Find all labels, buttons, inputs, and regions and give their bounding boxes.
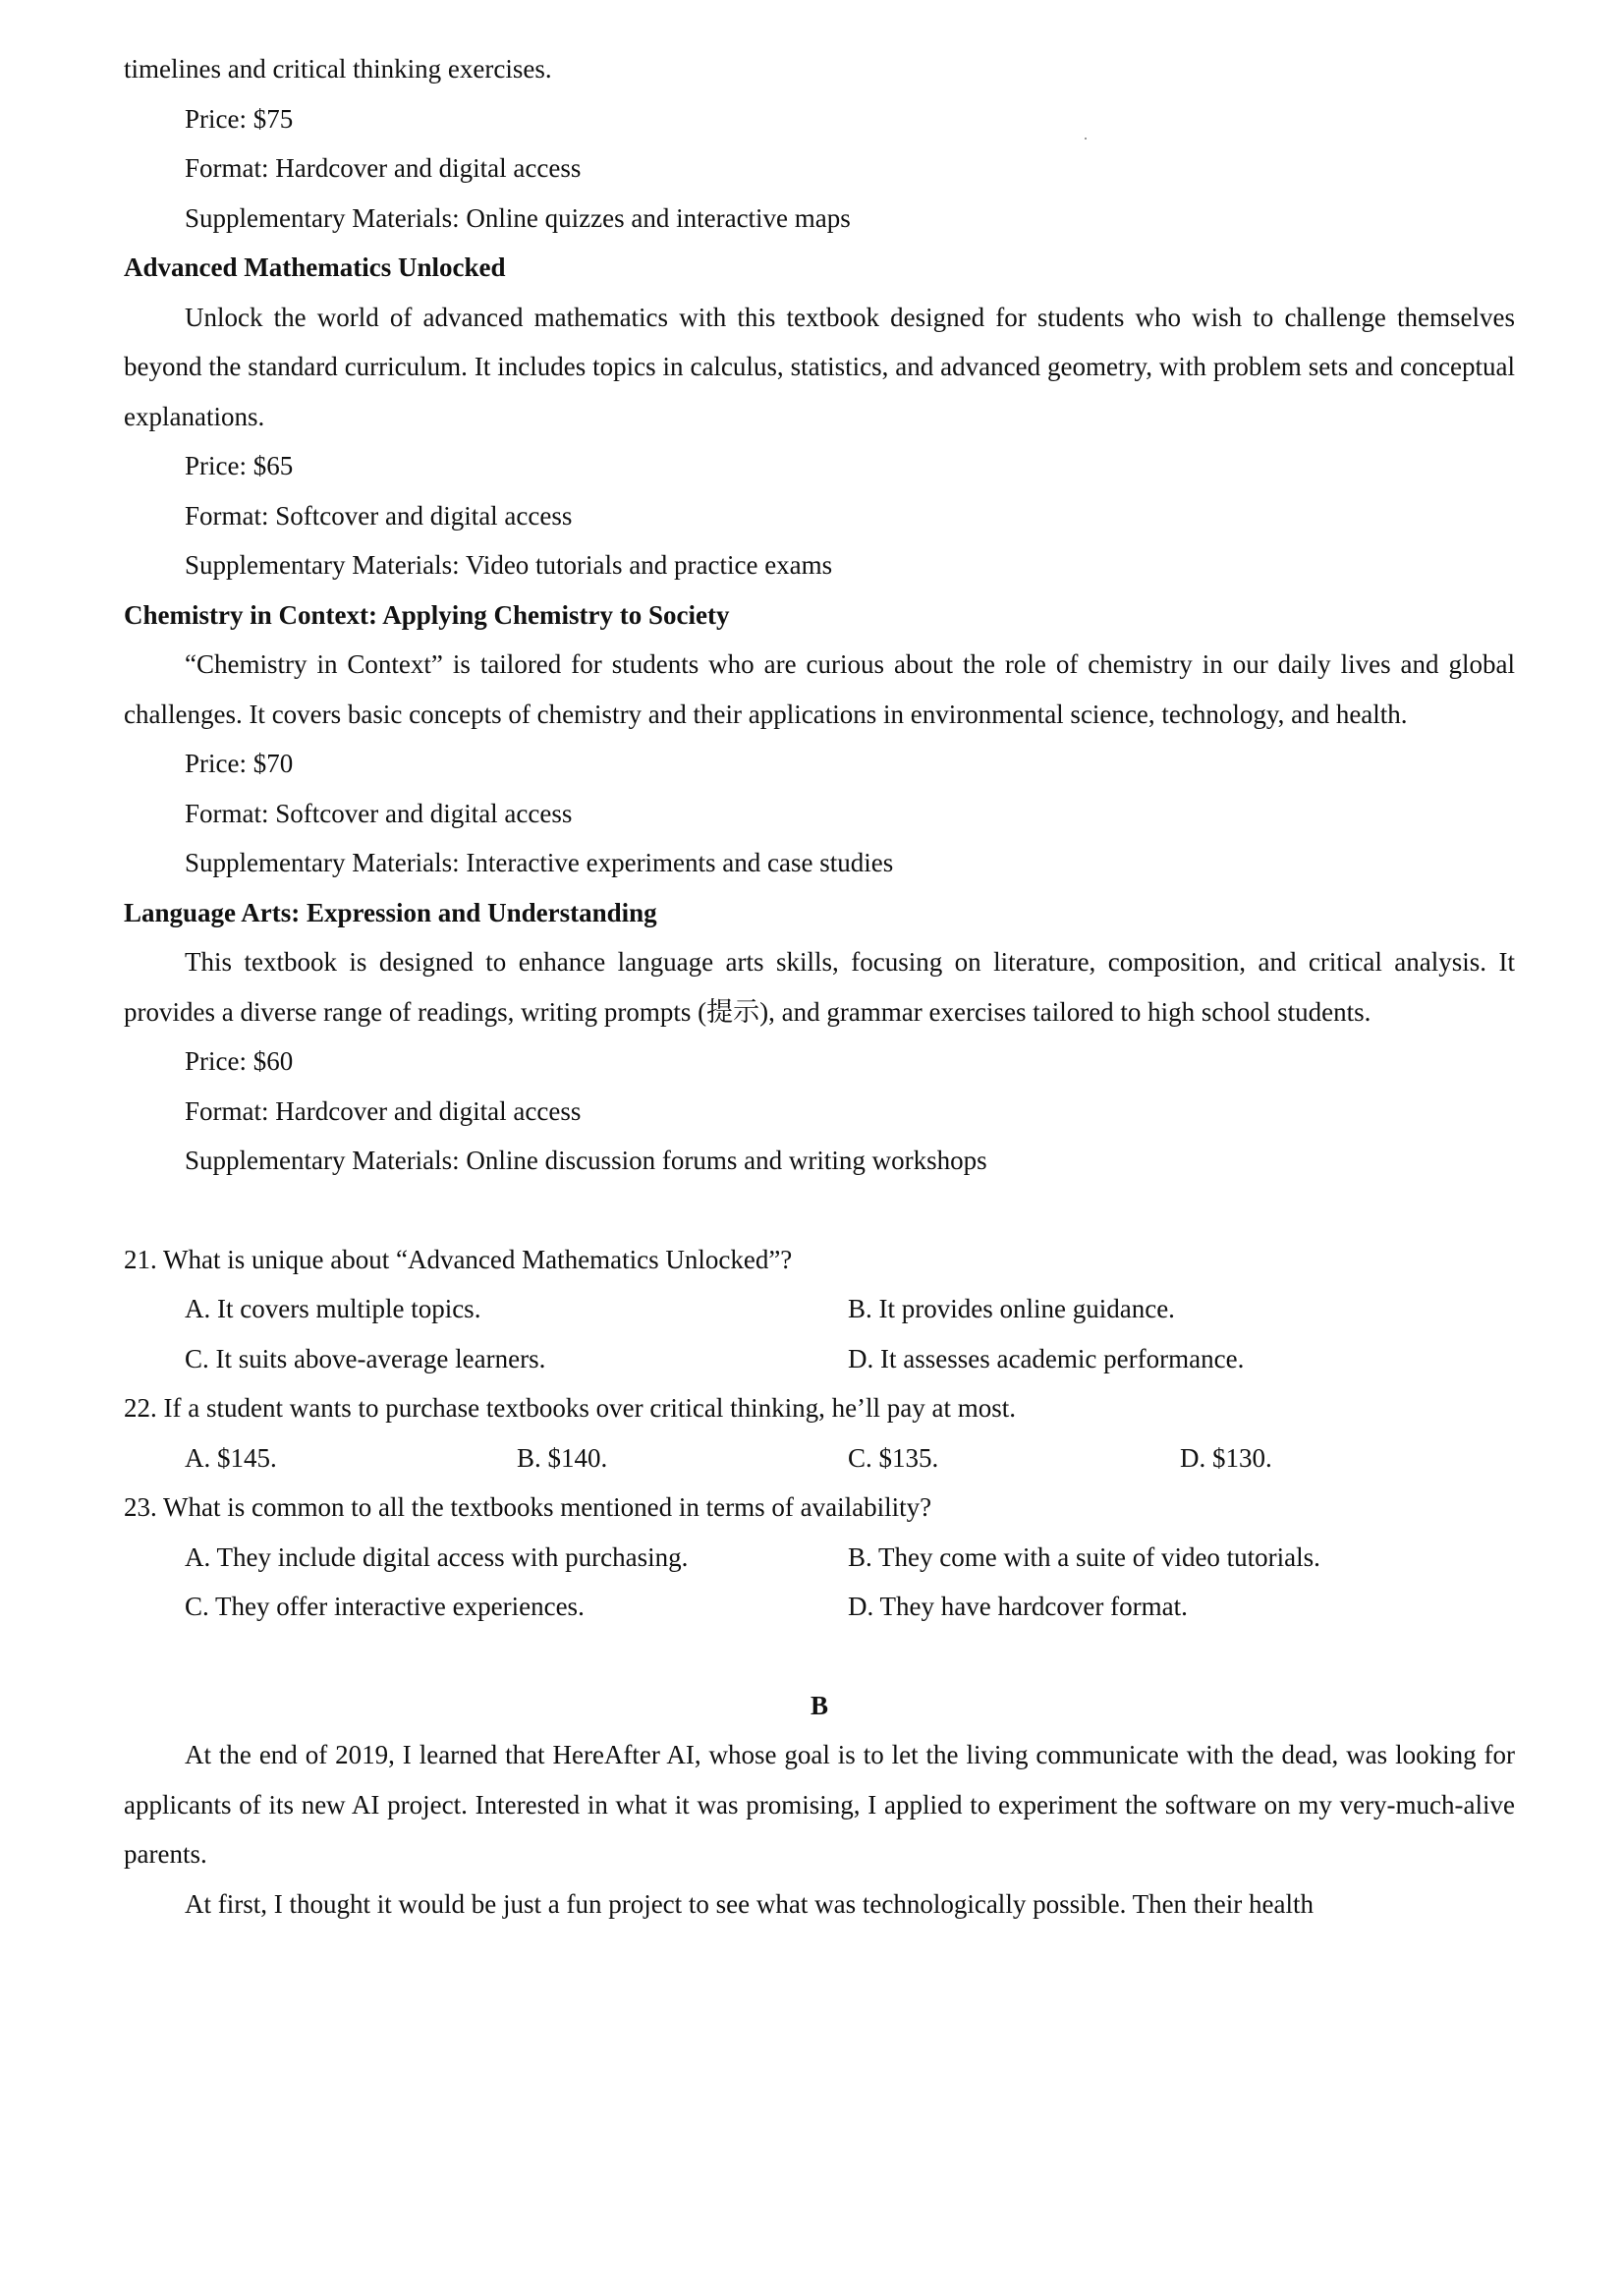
option-b: B. $140. (517, 1442, 608, 1473)
option-a: A. It covers multiple topics. (185, 1294, 481, 1323)
book-title: Chemistry in Context: Applying Chemistry to Society (124, 599, 730, 630)
question-21 (124, 1235, 1515, 1384)
book-format: Format: Softcover and digital access (185, 500, 573, 531)
book-description: This textbook is designed to enhance language arts skills, focusing on literature, composition, and critical analysis. It provides a diverse range of readings, writing prompts (提示), and grammar exercises tailored to high school students. (124, 947, 1515, 1027)
passage-paragraph: At first, I thought it would be just a fun project to see what was technologically possible. Then their health (185, 1888, 1315, 1919)
book-supplementary: Supplementary Materials: Video tutorials and practice exams (185, 550, 833, 580)
option-d: D. They have hardcover format. (848, 1592, 1188, 1621)
option-c: C. It suits above-average learners. (185, 1343, 546, 1373)
intro-block (124, 44, 1515, 243)
book-entry-language-arts (124, 888, 1515, 1186)
document-page (124, 0, 1515, 1929)
intro-format: Format: Hardcover and digital access (185, 153, 582, 183)
question-stem: 22. If a student wants to purchase textbooks over critical thinking, he’ll pay at most. (124, 1393, 1017, 1423)
option-b: B. It provides online guidance. (848, 1294, 1175, 1323)
option-d: D. It assesses academic performance. (848, 1343, 1245, 1373)
question-22 (124, 1383, 1515, 1483)
book-format: Format: Softcover and digital access (185, 798, 573, 828)
option-c: C. They offer interactive experiences. (185, 1592, 585, 1621)
option-d: D. $130. (1180, 1442, 1272, 1473)
section-heading: B (810, 1690, 828, 1720)
intro-price: Price: $75 (185, 103, 294, 134)
book-title: Advanced Mathematics Unlocked (124, 252, 506, 282)
book-title: Language Arts: Expression and Understanding (124, 897, 657, 927)
book-price: Price: $60 (185, 1046, 294, 1076)
answer-options (124, 1533, 1515, 1632)
option-a: A. They include digital access with purchasing. (185, 1541, 689, 1572)
intro-supplementary: Supplementary Materials: Online quizzes and interactive maps (185, 202, 851, 233)
intro-continuation: timelines and critical thinking exercises. (124, 54, 552, 84)
book-entry-math (124, 243, 1515, 590)
option-b: B. They come with a suite of video tutorials. (848, 1541, 1320, 1572)
book-supplementary: Supplementary Materials: Interactive experiments and case studies (185, 848, 894, 877)
book-description: “Chemistry in Context” is tailored for students who are curious about the role of chemistry in our daily lives and global challenges. It covers basic concepts of chemistry and their applications in environmental science, technology, and health. (124, 649, 1515, 729)
question-stem: 21. What is unique about “Advanced Mathematics Unlocked”? (124, 1244, 793, 1274)
book-price: Price: $70 (185, 749, 294, 778)
question-stem: 23. What is common to all the textbooks mentioned in terms of availability? (124, 1492, 932, 1522)
book-format: Format: Hardcover and digital access (185, 1095, 582, 1126)
question-23 (124, 1483, 1515, 1632)
section-b (124, 1681, 1515, 1930)
answer-options (124, 1433, 1515, 1484)
book-supplementary: Supplementary Materials: Online discussion forums and writing workshops (185, 1146, 987, 1175)
option-c: C. $135. (848, 1442, 939, 1473)
book-entry-chemistry (124, 590, 1515, 888)
book-price: Price: $65 (185, 451, 294, 480)
answer-options (124, 1284, 1515, 1383)
option-a: A. $145. (185, 1442, 277, 1473)
passage-paragraph: At the end of 2019, I learned that HereAfter AI, whose goal is to let the living communicate with the dead, was looking for applicants of its new AI project. Interested in what it was promising, I applied to experiment the software on my very-much-alive parents. (124, 1740, 1515, 1869)
book-description: Unlock the world of advanced mathematics with this textbook designed for students who wish to challenge themselves beyond the standard curriculum. It includes topics in calculus, statistics, and advanced geometry, with problem sets and conceptual explanations. (124, 302, 1515, 431)
